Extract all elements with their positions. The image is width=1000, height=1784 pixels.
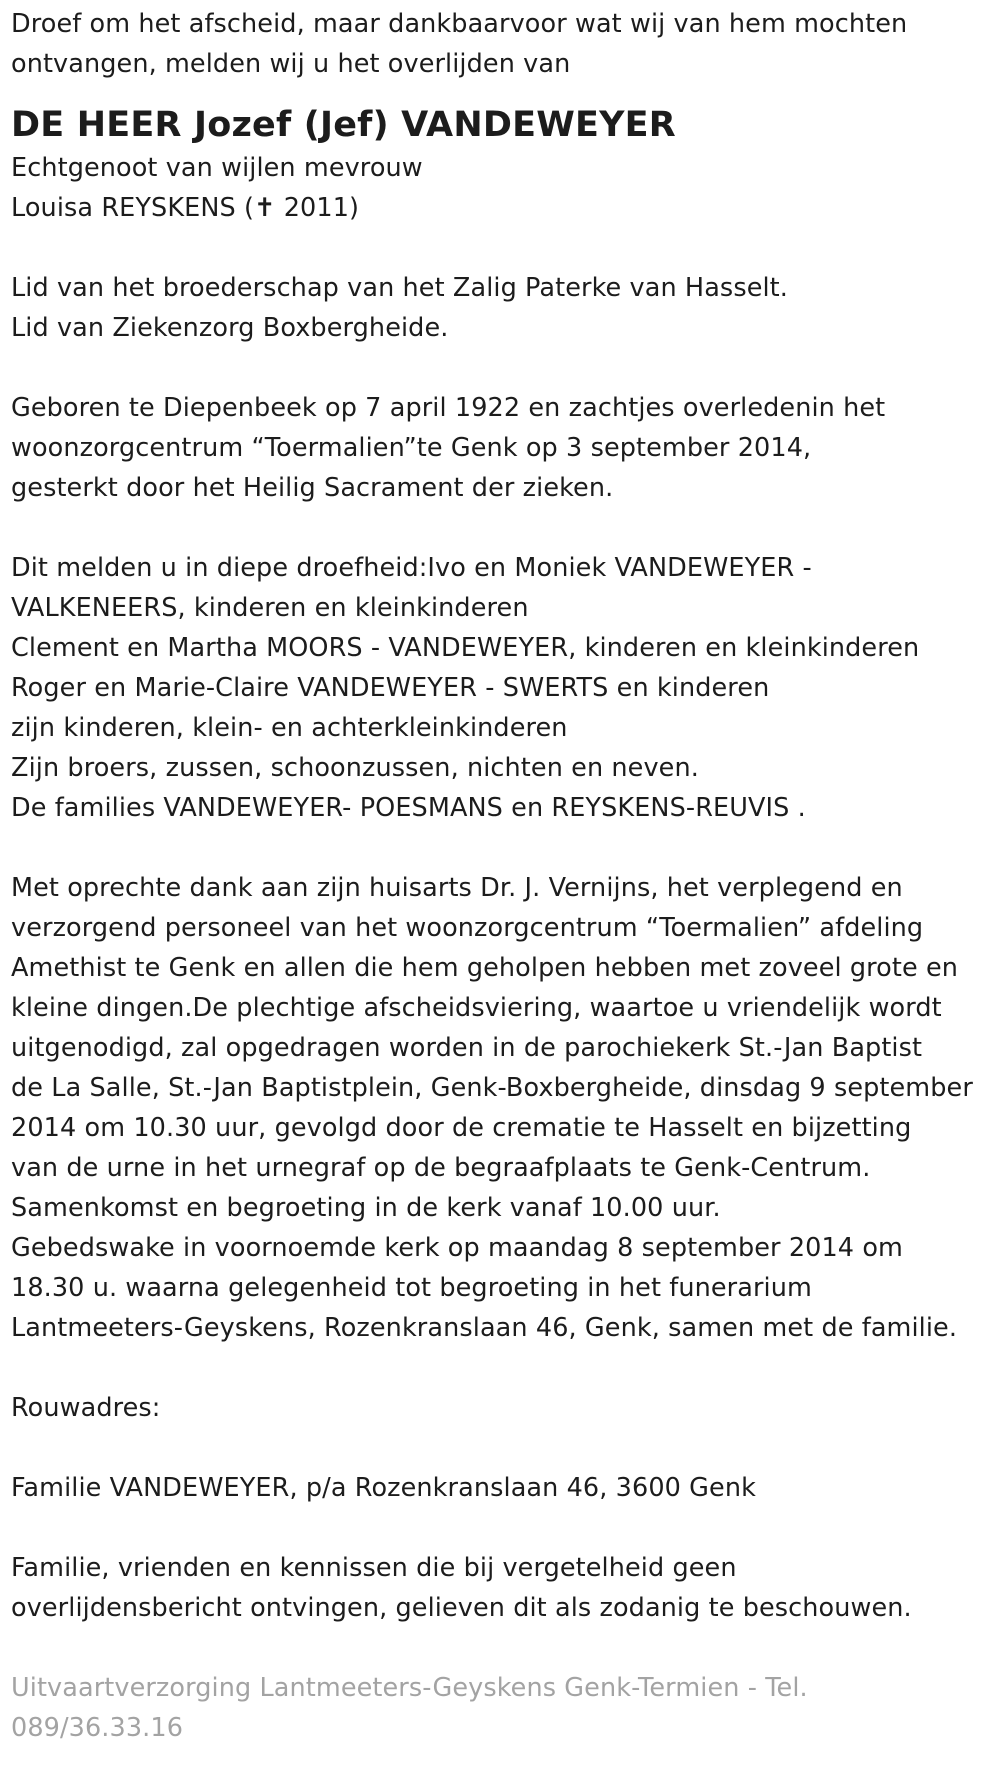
death-notice — [11, 4, 996, 1748]
spacer — [11, 1348, 996, 1388]
ceremony-line: uitgenodigd, zal opgedragen worden in de parochiekerk St.-Jan Baptist — [11, 1033, 923, 1063]
family-line: De families VANDEWEYER- POESMANS en REYSKENS-REUVIS . — [11, 793, 806, 823]
mourning-address: Familie VANDEWEYER, p/a Rozenkranslaan 46, 3600 Genk — [11, 1473, 756, 1503]
spacer — [11, 1428, 996, 1468]
spacer — [11, 508, 996, 548]
intro-line: Droef om het afscheid, maar dankbaarvoor wat wij van hem mochten — [11, 9, 908, 39]
birth-death-line: woonzorgcentrum “Toermalien”te Genk op 3 september 2014, — [11, 433, 812, 463]
ceremony-line: Met oprechte dank aan zijn huisarts Dr. J. Vernijns, het verplegend en — [11, 873, 903, 903]
family-line: Clement en Martha MOORS - VANDEWEYER, kinderen en kleinkinderen — [11, 633, 920, 663]
notice-line: Familie, vrienden en kennissen die bij vergetelheid geen — [11, 1553, 737, 1583]
spacer — [11, 228, 996, 268]
ceremony-line: Lantmeeters-Geyskens, Rozenkranslaan 46, Genk, samen met de familie. — [11, 1313, 958, 1343]
intro-line: ontvangen, melden wij u het overlijden van — [11, 49, 571, 79]
family-line: Zijn broers, zussen, schoonzussen, nichten en neven. — [11, 753, 699, 783]
ceremony-line: de La Salle, St.-Jan Baptistplein, Genk-Boxbergheide, dinsdag 9 september — [11, 1073, 973, 1103]
notice-line: overlijdensbericht ontvingen, gelieven dit als zodanig te beschouwen. — [11, 1593, 912, 1623]
notice-paragraph — [11, 1548, 996, 1628]
ceremony-line: 18.30 u. waarna gelegenheid tot begroeting in het funerarium — [11, 1273, 812, 1303]
spacer — [11, 828, 996, 868]
ceremony-paragraph — [11, 868, 996, 1348]
ceremony-line: Samenkomst en begroeting in de kerk vanaf 10.00 uur. — [11, 1193, 721, 1223]
ceremony-line: Amethist te Genk en allen die hem geholpen hebben met zoveel grote en — [11, 953, 959, 983]
membership-line: Lid van het broederschap van het Zalig Paterke van Hasselt. — [11, 273, 788, 303]
footer-line: 089/36.33.16 — [11, 1713, 184, 1743]
family-paragraph — [11, 548, 996, 828]
birth-death-paragraph — [11, 388, 996, 508]
ceremony-line: 2014 om 10.30 uur, gevolgd door de crematie te Hasselt en bijzetting — [11, 1113, 912, 1143]
spouse-line: Echtgenoot van wijlen mevrouw — [11, 153, 423, 183]
intro-paragraph — [11, 4, 996, 84]
spacer — [11, 1508, 996, 1548]
funeral-home-footer — [11, 1668, 996, 1748]
spouse-paragraph — [11, 148, 996, 228]
ceremony-line: kleine dingen.De plechtige afscheidsviering, waartoe u vriendelijk wordt — [11, 993, 942, 1023]
ceremony-line: Gebedswake in voornoemde kerk op maandag 8 september 2014 om — [11, 1233, 903, 1263]
family-line: zijn kinderen, klein- en achterkleinkinderen — [11, 713, 568, 743]
family-line: VALKENEERS, kinderen en kleinkinderen — [11, 593, 529, 623]
birth-death-line: Geboren te Diepenbeek op 7 april 1922 en zachtjes overledenin het — [11, 393, 886, 423]
deceased-name: DE HEER Jozef (Jef) VANDEWEYER — [11, 105, 676, 145]
footer-line: Uitvaartverzorging Lantmeeters-Geyskens Genk-Termien - Tel. — [11, 1673, 808, 1703]
membership-line: Lid van Ziekenzorg Boxbergheide. — [11, 313, 449, 343]
spacer — [11, 348, 996, 388]
address-label: Rouwadres: — [11, 1393, 161, 1423]
family-line: Roger en Marie-Claire VANDEWEYER - SWERTS en kinderen — [11, 673, 770, 703]
spouse-line: Louisa REYSKENS (✝ 2011) — [11, 193, 360, 223]
memberships-paragraph — [11, 268, 996, 348]
birth-death-line: gesterkt door het Heilig Sacrament der zieken. — [11, 473, 614, 503]
spacer — [11, 1628, 996, 1668]
family-line: Dit melden u in diepe droefheid:Ivo en Moniek VANDEWEYER - — [11, 553, 812, 583]
ceremony-line: van de urne in het urnegraf op de begraafplaats te Genk-Centrum. — [11, 1153, 871, 1183]
ceremony-line: verzorgend personeel van het woonzorgcentrum “Toermalien” afdeling — [11, 913, 924, 943]
